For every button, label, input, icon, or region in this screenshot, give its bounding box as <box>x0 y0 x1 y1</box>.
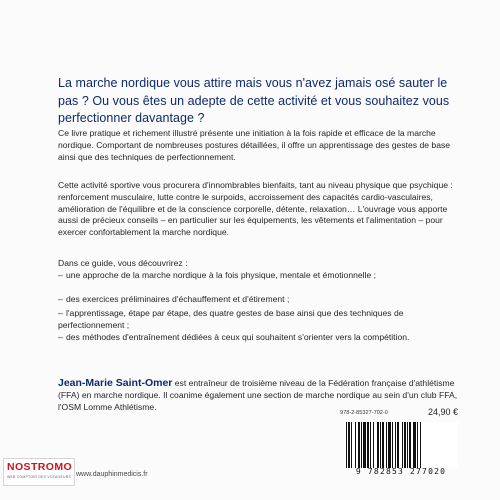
list-item-text: une approche de la marche nordique à la fois physique, mentale et émotionnelle ; <box>66 270 377 280</box>
bullet-marker: – <box>58 332 63 342</box>
benefits-paragraph: Cette activité sportive vous procurera d'innombrables bienfaits, tant au niveau physique que psychique : renforcement musculaire, lutte contre le surpoids, accroissement des capacités cardio-vasculaires, amélioration de l'équilibre et de la conscience corporelle, détente, relaxation… L'ouvrage vous apporte aussi de précieux conseils – en particulier sur les équipements, les vêtements et l'alimentation – pour exercer confortablement la marche nordique. <box>58 180 453 238</box>
list-item <box>58 332 453 344</box>
bullet-marker: – <box>58 308 63 318</box>
guide-intro: Dans ce guide, vous découvrirez : <box>58 258 188 268</box>
logo-brand: NOSTROMO <box>7 461 73 473</box>
barcode-graphic <box>344 422 458 468</box>
nostromo-logo <box>3 458 75 486</box>
barcode-area <box>340 407 462 482</box>
bullet-marker: – <box>58 270 63 280</box>
intro-paragraph: Ce livre pratique et richement illustré présente une initiation à la fois rapide et efficace de la marche nordique. Comportant de nombreuses postures détaillées, il offre un apprentissage des gestes de base ainsi que des techniques de perfectionnement. <box>58 128 451 162</box>
author-bio-text: est entraîneur de troisième niveau de la Fédération française d'athlétisme (FFA) en marche nordique. Il coanime également une section de marche nordique au sein d'un club FFA, l'OSM Lomme Athlétisme. <box>58 378 458 412</box>
list-item <box>58 270 453 282</box>
logo-tagline: WEB COMPTOIR DES VOYAGEURS <box>7 475 71 479</box>
price: 24,90 € <box>428 407 459 417</box>
isbn: 978-2-85327-702-0 <box>340 410 388 416</box>
list-item-text: des méthodes d'entraînement dédiées à ceux qui souhaitent s'orienter vers la compétition. <box>66 332 410 342</box>
list-item <box>58 308 453 332</box>
headline: La marche nordique vous attire mais vous n'avez jamais osé sauter le pas ? Ou vous êtes un adepte de cette activité et vous souhaitez vous perfectionner davantage ? <box>58 76 450 125</box>
list-item-text: l'apprentissage, étape par étape, des quatre gestes de base ainsi que des techniques de perfectionnement ; <box>58 308 404 330</box>
bullet-marker: – <box>58 294 63 304</box>
list-item <box>58 294 453 306</box>
publisher-url[interactable]: www.dauphinmedicis.fr <box>76 471 148 478</box>
barcode <box>344 422 458 468</box>
barcode-digits: 9 782853 277020 <box>355 467 447 476</box>
list-item-text: des exercices préliminaires d'échauffement et d'étirement ; <box>66 294 290 304</box>
author-bio <box>58 378 458 413</box>
author-name: Jean-Marie Saint-Omer <box>58 377 173 389</box>
